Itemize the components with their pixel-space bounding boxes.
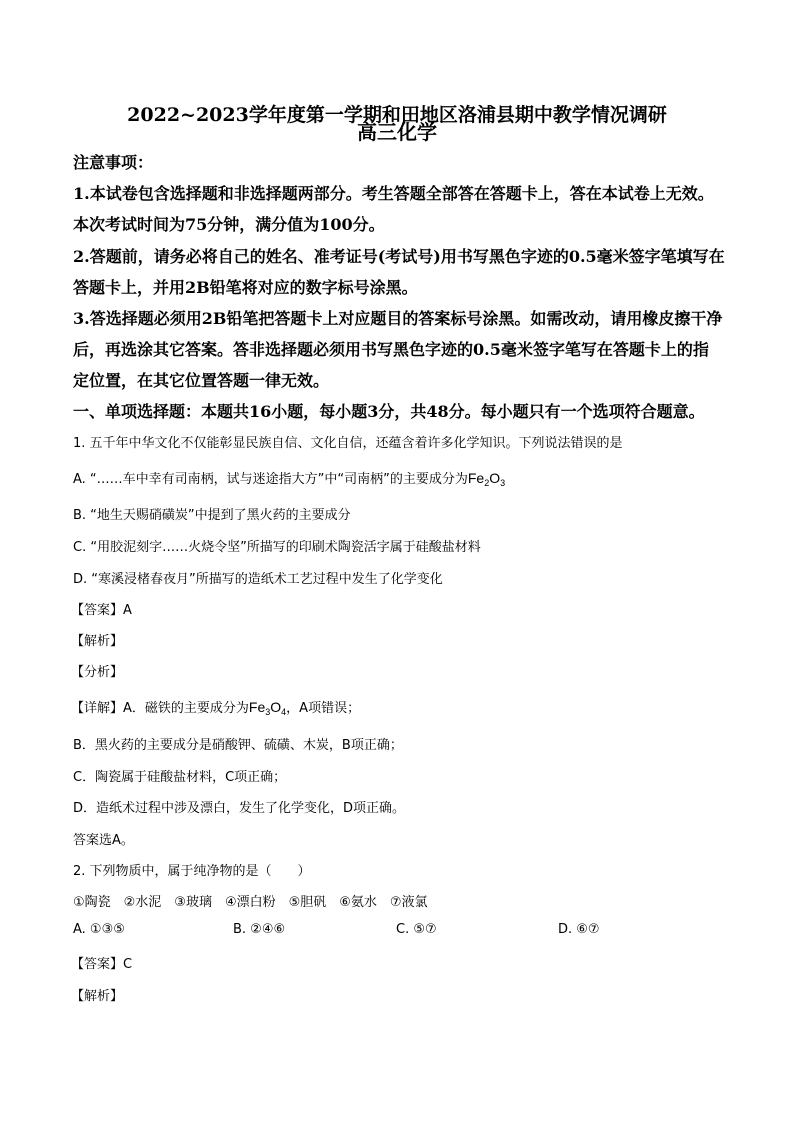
note-3a: 3.答选择题必须用2B铅笔把答题卡上对应题目的答案标号涂黑。如需改动，请用橡皮擦干净 <box>73 309 723 328</box>
exam-subject: 高三化学 <box>357 120 437 144</box>
q1-analysis-label: 【解析】 <box>71 634 124 649</box>
q2-stem: 2. 下列物质中，属于纯净物的是（ ） <box>73 864 311 879</box>
q1-final-answer: 答案选A。 <box>73 833 134 848</box>
section-heading: 一、单项选择题：本题共16小题，每小题3分，共48分。每小题只有一个选项符合题意。 <box>73 402 705 421</box>
q2-option-b: B. ②④⑥ <box>233 922 286 937</box>
q1-option-a <box>73 468 505 488</box>
q1-detail-suffix: ，A项错误； <box>286 701 361 716</box>
q2-option-a: A. ①③⑤ <box>73 922 125 937</box>
q1-option-a-formula: $Fe_2O_3$ <box>467 470 506 488</box>
notes-heading: 注意事项： <box>73 153 154 172</box>
q2-items: ①陶瓷 ②水泥 ③玻璃 ④漂白粉 ⑤胆矾 ⑥氨水 ⑦液氯 <box>73 895 428 910</box>
q1-explain-d: D．造纸术过程中涉及漂白，发生了化学变化，D项正确。 <box>73 801 406 816</box>
q1-detail <box>71 697 360 717</box>
q1-answer: 【答案】A <box>71 603 132 618</box>
note-2b: 答题卡上，并用2B铅笔将对应的数字标号涂黑。 <box>73 278 418 297</box>
q1-explain-c: C．陶瓷属于硅酸盐材料，C项正确； <box>73 770 287 785</box>
q1-stem: 1. 五千年中华文化不仅能彰显民族自信、文化自信，还蕴含着许多化学知识。下列说法错误的是 <box>73 436 623 451</box>
q1-explain-b: B．黑火药的主要成分是硝酸钾、硫磺、木炭，B项正确； <box>73 738 403 753</box>
note-1a: 1.本试卷包含选择题和非选择题两部分。考生答题全部答在答题卡上，答在本试卷上无效。 <box>73 184 714 203</box>
note-2a: 2.答题前，请务必将自己的姓名、准考证号(考试号)用书写黑色字迹的0.5毫米签字笔填写在 <box>73 247 725 266</box>
q1-fenxi-label: 【分析】 <box>71 665 124 680</box>
q1-option-d: D. “寒溪浸楮春夜月”所描写的造纸术工艺过程中发生了化学变化 <box>73 572 443 587</box>
q2-answer: 【答案】C <box>71 957 133 972</box>
q1-detail-prefix: 【详解】A．磁铁的主要成分为 <box>71 701 249 716</box>
q1-detail-formula: $Fe_3O_4$ <box>248 699 287 717</box>
q2-option-d: D. ⑥⑦ <box>558 922 600 937</box>
exam-title: 2022~2023学年度第一学期和田地区洛浦县期中教学情况调研 <box>127 104 667 126</box>
q2-analysis-label: 【解析】 <box>71 989 124 1004</box>
q2-option-c: C. ⑤⑦ <box>396 922 437 937</box>
q1-option-a-text: A. “……车中幸有司南柄，试与迷途指大方”中“司南柄”的主要成分为 <box>73 472 468 487</box>
q1-option-c: C. “用胶泥刻字……火烧令坚”所描写的印刷术陶瓷活字属于硅酸盐材料 <box>73 540 481 555</box>
note-3c: 定位置，在其它位置答题一律无效。 <box>73 371 330 390</box>
note-3b: 后，再选涂其它答案。答非选择题必须用书写黑色字迹的0.5毫米签字笔写在答题卡上的指 <box>73 340 709 359</box>
q1-option-b: B. “地生天赐硝磺炭”中提到了黑火药的主要成分 <box>73 508 351 523</box>
note-1b: 本次考试时间为75分钟，满分值为100分。 <box>73 215 385 234</box>
